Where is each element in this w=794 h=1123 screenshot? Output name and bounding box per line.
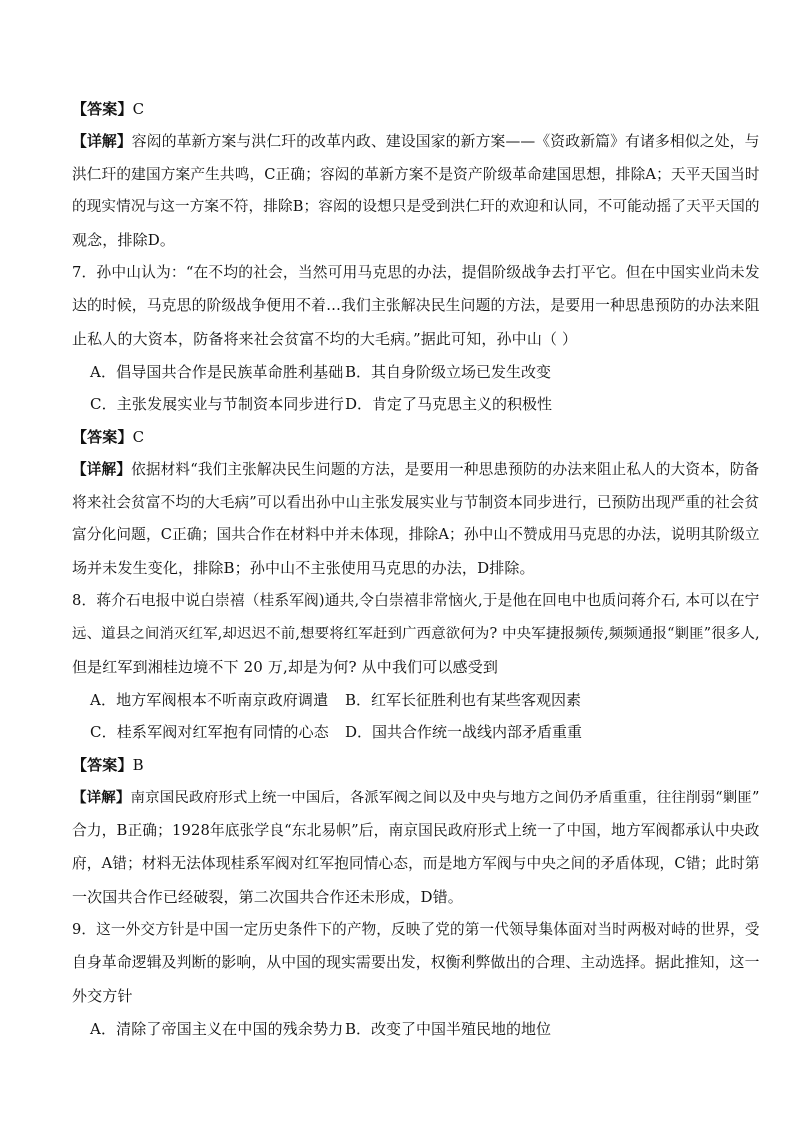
q7-detail-line-1 (72, 459, 759, 481)
q7-detail-line-3: 富分化问题，C正确；国共合作在材料中并未体现，排除A；孙中山不赞成用马克思的办法，说明其阶级立 (72, 526, 760, 543)
q8-option-d: D．国共合作统一战线内部矛盾重重 (345, 723, 583, 741)
detail-label: 【详解】 (72, 461, 132, 478)
q7-option-a: A．倡导国共合作是民族革命胜利基础 (90, 363, 344, 381)
q9-option-b: B．改变了中国半殖民地的地位 (345, 1020, 552, 1038)
q7-option-c: C．主张发展实业与节制资本同步进行 (90, 395, 345, 413)
answer-label: 【答案】 (72, 756, 133, 774)
detail-label: 【详解】 (72, 789, 131, 806)
q6-detail-line-2: 洪仁玕的建国方案产生共鸣，C正确；容闳的革新方案不是资产阶级革命建国思想，排除A；天平天国当时 (72, 166, 760, 183)
q9-stem-line-1: 9．这一外交方针是中国一定历史条件下的产物，反映了党的第一代领导集体面对当时两极对峙的世界，受 (72, 921, 760, 938)
q7-detail-line-2: 将来社会贫富不均的大毛病”可以看出孙中山主张发展实业与节制资本同步进行，已预防出现严重的社会贫 (72, 494, 760, 511)
q9-stem-line-3: 外交方针 (72, 987, 133, 1005)
answer-value: B (132, 756, 144, 774)
detail-text: 容闳的革新方案与洪仁玕的改革内政、建设国家的新方案——《资政新篇》有诸多相似之处，与 (131, 133, 760, 150)
answer-value: C (132, 100, 145, 118)
q8-detail-line-1 (72, 787, 760, 809)
q8-detail-line-2: 合力，B正确；1928年底张学良“东北易帜”后，南京国民政府形式上统一了中国，地方军阀都承认中央政 (72, 822, 760, 839)
q7-answer-line (72, 426, 144, 448)
q7-option-b: B．其自身阶级立场已发生改变 (345, 363, 552, 381)
q8-option-b: B．红军长征胜利也有某些客观因素 (345, 691, 582, 709)
q7-option-d: D．肯定了马克思主义的积极性 (345, 395, 553, 413)
answer-label: 【答案】 (72, 428, 133, 446)
q9-stem-line-2: 自身革命逻辑及判断的影响，从中国的现实需要出发，权衡利弊做出的合理、主动选择。据此推知，这一 (72, 954, 760, 971)
q7-stem-line-1: 7．孙中山认为：“在不均的社会，当然可用马克思的办法，提倡阶级战争去打平它。但在中国实业尚未发 (72, 264, 760, 281)
q8-option-a: A．地方军阀根本不听南京政府调遣 (90, 691, 329, 709)
q8-option-c: C．桂系军阀对红军抱有同情的心态 (90, 723, 329, 741)
q8-stem-line-2: 远、道县之间消灭红军,却迟迟不前,想要将红军赶到广西意欲何为? 中央军捷报频传,频频通报“剿匪”很多人, (72, 626, 760, 642)
answer-value: C (132, 428, 145, 446)
q8-stem-line-1: 8．蒋介石电报中说白崇禧（桂系军阀)通共,令白崇禧非常恼火,于是他在回电中也质问蒋介石, 本可以在宁 (72, 592, 760, 609)
answer-label: 【答案】 (72, 100, 133, 118)
q8-detail-line-4: 一次国共合作已经破裂，第二次国共合作还未形成，D错。 (72, 888, 463, 906)
q8-stem-line-3: 但是红军到湘桂边境不下 20 万,却是为何? 从中我们可以感受到 (72, 658, 499, 676)
q9-option-a: A．清除了帝国主义在中国的残余势力 (90, 1020, 344, 1038)
detail-text: 依据材料“我们主张解决民生问题的方法，是要用一种思患预防的办法来阻止私人的大资本，防备 (131, 461, 760, 478)
q6-answer-line (72, 98, 144, 120)
q6-detail-line-1 (72, 131, 760, 153)
q6-detail-line-3: 的现实情况与这一方案不符，排除B；容闳的设想只是受到洪仁玕的欢迎和认同，不可能动摇了天平天国的 (72, 198, 760, 215)
q8-detail-line-3: 府，A错；材料无法体现桂系军阀对红军抱同情心态，而是地方军阀与中央之间的矛盾体现，C错；此时第 (72, 855, 760, 872)
q7-detail-line-4: 场并未发生变化，排除B；孙中山不主张使用马克思的办法，D排除。 (72, 559, 535, 577)
detail-text: 南京国民政府形式上统一中国后，各派军阀之间以及中央与地方之间仍矛盾重重，往往削弱“剿匪” (130, 790, 760, 806)
q8-answer-line (72, 754, 144, 776)
q7-stem-line-3: 止私人的大资本，防备将来社会贫富不均的大毛病。”据此可知，孙中山（ ） (72, 330, 578, 348)
q6-detail-line-4: 观念，排除D。 (72, 231, 176, 249)
q7-stem-line-2: 达的时候，马克思的阶级战争便用不着…我们主张解决民生问题的方法，是要用一种思患预防的办法来阻 (72, 297, 760, 314)
detail-label: 【详解】 (72, 133, 132, 150)
